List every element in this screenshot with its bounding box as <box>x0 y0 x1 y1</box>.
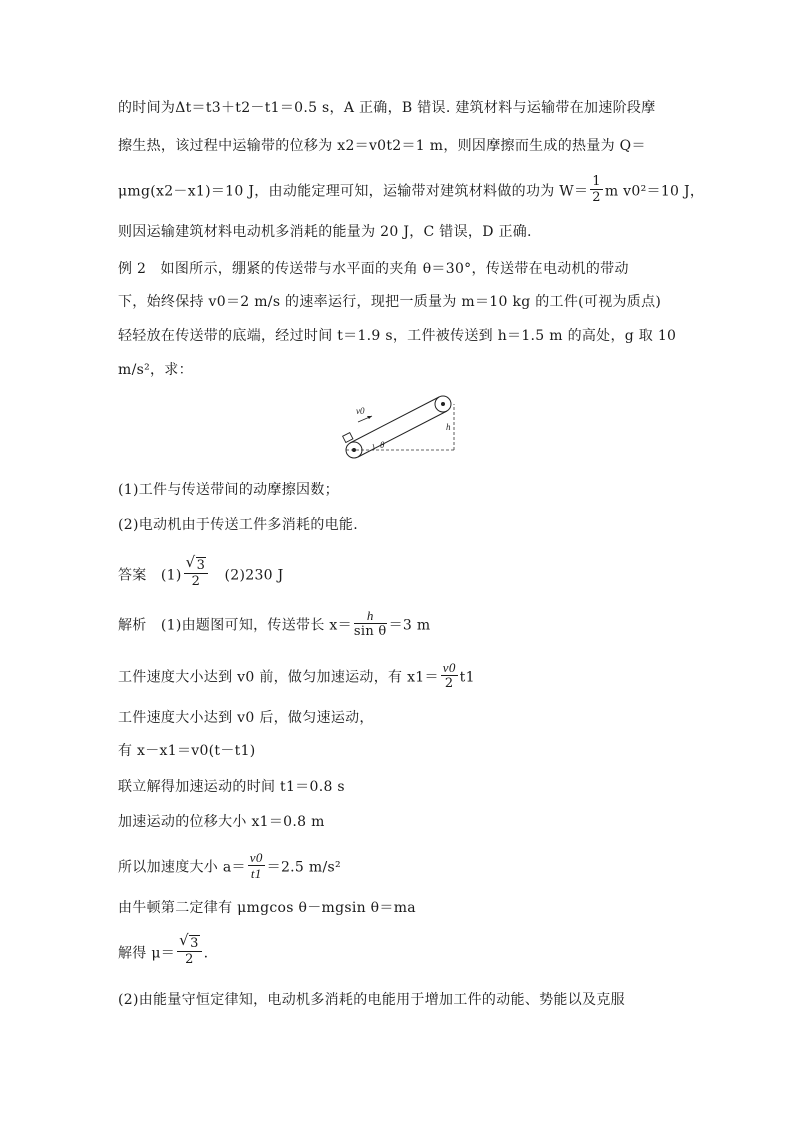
line-solution-8: 由牛顿第二定律有 μmgcos θ－mgsin θ＝ma <box>118 900 416 916</box>
label-v0: v0 <box>356 406 365 416</box>
fraction-half: $\frac{1}{2}$ <box>592 174 601 205</box>
conveyor-belt-figure <box>336 390 466 470</box>
line-4: 则因运输建筑材料电动机多消耗的能量为 20 J，C 错误，D 正确. <box>118 224 532 240</box>
line-2: 擦生热，该过程中运输带的位移为 x2＝v0t2＝1 m，则因摩擦而生成的热量为 Q＝ <box>118 138 646 154</box>
line-8: m/s²，求： <box>118 362 193 378</box>
fraction-sqrt3-2: √ 3 2 <box>184 558 209 589</box>
line-solution-10: (2)由能量守恒定律知，电动机多消耗的电能用于增加工件的动能、势能以及克服 <box>118 992 625 1008</box>
line-1: 的时间为Δt＝t3＋t2－t1＝0.5 s，A 正确，B 错误. 建筑材料与运输带在加速阶段摩 <box>118 100 656 116</box>
line-9: (1)工件与传送带间的动摩擦因数； <box>118 482 339 498</box>
label-theta: θ <box>380 440 385 450</box>
fraction-v0-2: $\frac{v0}{2}$ <box>442 660 456 691</box>
fraction-mu: √ 3 2 <box>177 936 202 967</box>
line-solution-2: 工件速度大小达到 v0 前，做匀加速运动，有 x1＝ $\frac{v0}{2}$ t1 <box>118 660 475 691</box>
line-solution-4: 有 x－x1＝v0(t－t1) <box>118 743 256 759</box>
line-solution-1: 解析 (1)由题图可知，传送带长 x＝ $\frac{h}{\text{sin θ}}$ ＝3 m <box>118 608 431 639</box>
workpiece-block <box>343 433 353 443</box>
line-solution-9: 解得 μ＝ √ 3 2 . <box>118 931 209 967</box>
fraction-h-sin: $\frac{h}{\text{sin θ}}$ <box>353 608 387 639</box>
line-7: 轻轻放在传送带的底端，经过时间 t＝1.9 s，工件被传送到 h＝1.5 m 的高处，g 取 10 <box>118 328 677 344</box>
label-h: h <box>446 422 451 432</box>
line-solution-7: 所以加速度大小 a＝ $\frac{v0}{t1}$ ＝2.5 m/s² <box>118 850 341 881</box>
line-solution-5: 联立解得加速运动的时间 t1＝0.8 s <box>118 779 345 795</box>
line-10: (2)电动机由于传送工件多消耗的电能. <box>118 517 358 533</box>
line-solution-6: 加速运动的位移大小 x1＝0.8 m <box>118 814 325 830</box>
line-solution-3: 工件速度大小达到 v0 后，做匀速运动， <box>118 710 374 726</box>
line-answer: 答案 (1) √ 3 2 (2)230 J <box>118 553 284 589</box>
fraction-v0-t1: $\frac{v0}{t1}$ <box>249 850 263 881</box>
line-6: 下，始终保持 v0＝2 m/s 的速率运行，现把一质量为 m＝10 kg 的工件(可视为质点) <box>118 294 662 310</box>
line-5: 例 2 如图所示，绷紧的传送带与水平面的夹角 θ＝30°，传送带在电动机的带动 <box>118 261 629 277</box>
line-3: μmg(x2－x1)＝10 J，由动能定理可知，运输带对建筑材料做的功为 W＝ $\frac{1}{2}$ m v0²＝10 J， <box>118 174 705 205</box>
